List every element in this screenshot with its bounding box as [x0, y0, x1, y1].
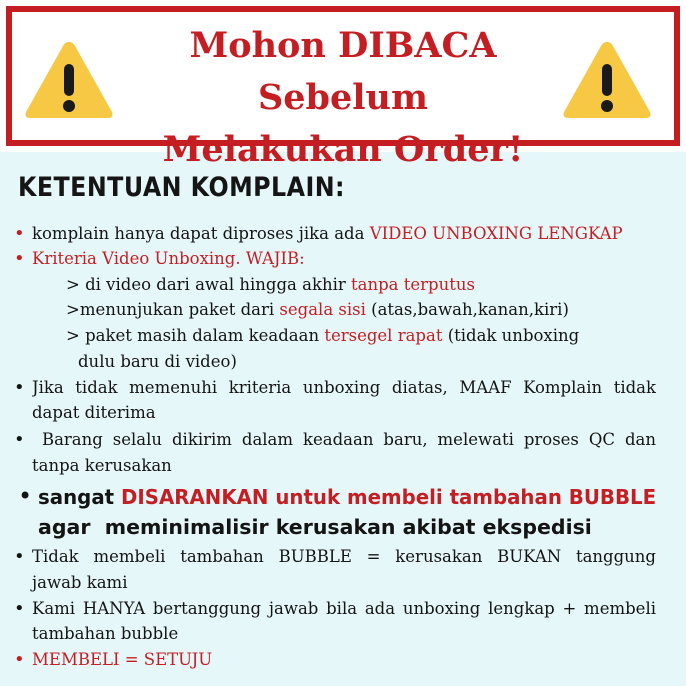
- item-text: > paket masih dalam keadaan: [66, 326, 325, 345]
- section-heading: KETENTUAN KOMPLAIN:: [18, 172, 346, 203]
- bullet: •: [14, 598, 25, 619]
- sub-item: [66, 298, 569, 322]
- list-item: Kami HANYA bertanggung jawab bila ada unboxing lengkap + membeli: [32, 599, 656, 618]
- banner-title: [100, 20, 586, 176]
- item-text: komplain hanya dapat diproses jika ada: [32, 224, 370, 243]
- list-item-continued: tambahan bubble: [32, 624, 179, 643]
- item-highlight: segala sisi: [279, 300, 366, 319]
- list-item-large: [38, 484, 656, 510]
- banner-title-line-2: Melakukan Order!: [162, 129, 524, 170]
- list-item: MEMBELI = SETUJU: [32, 650, 213, 669]
- bullet: •: [14, 546, 25, 567]
- item-highlight: tanpa terputus: [351, 275, 475, 294]
- sub-item: [66, 273, 475, 297]
- list-item-continued: dapat diterima: [32, 403, 156, 422]
- list-item: Tidak membeli tambahan BUBBLE = kerusakan BUKAN tanggung: [32, 547, 656, 566]
- bullet-red: •: [14, 248, 25, 269]
- bullet: •: [14, 377, 25, 398]
- item-text: (atas,bawah,kanan,kiri): [365, 300, 569, 319]
- header-banner: [0, 0, 686, 170]
- bullet-red: •: [14, 223, 25, 244]
- sub-item: [66, 324, 579, 348]
- list-item: [32, 222, 623, 246]
- list-item-large-continued: agar meminimalisir kerusakan akibat ekspedisi: [38, 515, 592, 539]
- bullet: •: [14, 429, 25, 450]
- bullet: •: [18, 482, 33, 510]
- item-text: (tidak unboxing: [442, 326, 580, 345]
- item-text: sangat: [38, 485, 121, 509]
- bullet-red: •: [14, 649, 25, 670]
- list-item: Jika tidak memenuhi kriteria unboxing diatas, MAAF Komplain tidak: [32, 378, 656, 397]
- item-highlight: DISARANKAN untuk membeli tambahan BUBBLE: [120, 485, 657, 509]
- item-highlight: VIDEO UNBOXING LENGKAP: [369, 224, 623, 243]
- item-text: >menunjukan paket dari: [66, 300, 280, 319]
- list-item: Barang selalu dikirim dalam keadaan baru, melewati proses QC dan: [32, 430, 656, 449]
- list-item-continued: jawab kami: [32, 573, 128, 592]
- list-item: Kriteria Video Unboxing. WAJIB:: [32, 249, 305, 268]
- item-text: > di video dari awal hingga akhir: [66, 275, 351, 294]
- banner-title-line-1: Mohon DIBACA Sebelum: [189, 25, 497, 118]
- list-item-continued: tanpa kerusakan: [32, 456, 172, 475]
- item-highlight: tersegel rapat: [324, 326, 443, 345]
- sub-item-continued: dulu baru di video): [78, 352, 237, 371]
